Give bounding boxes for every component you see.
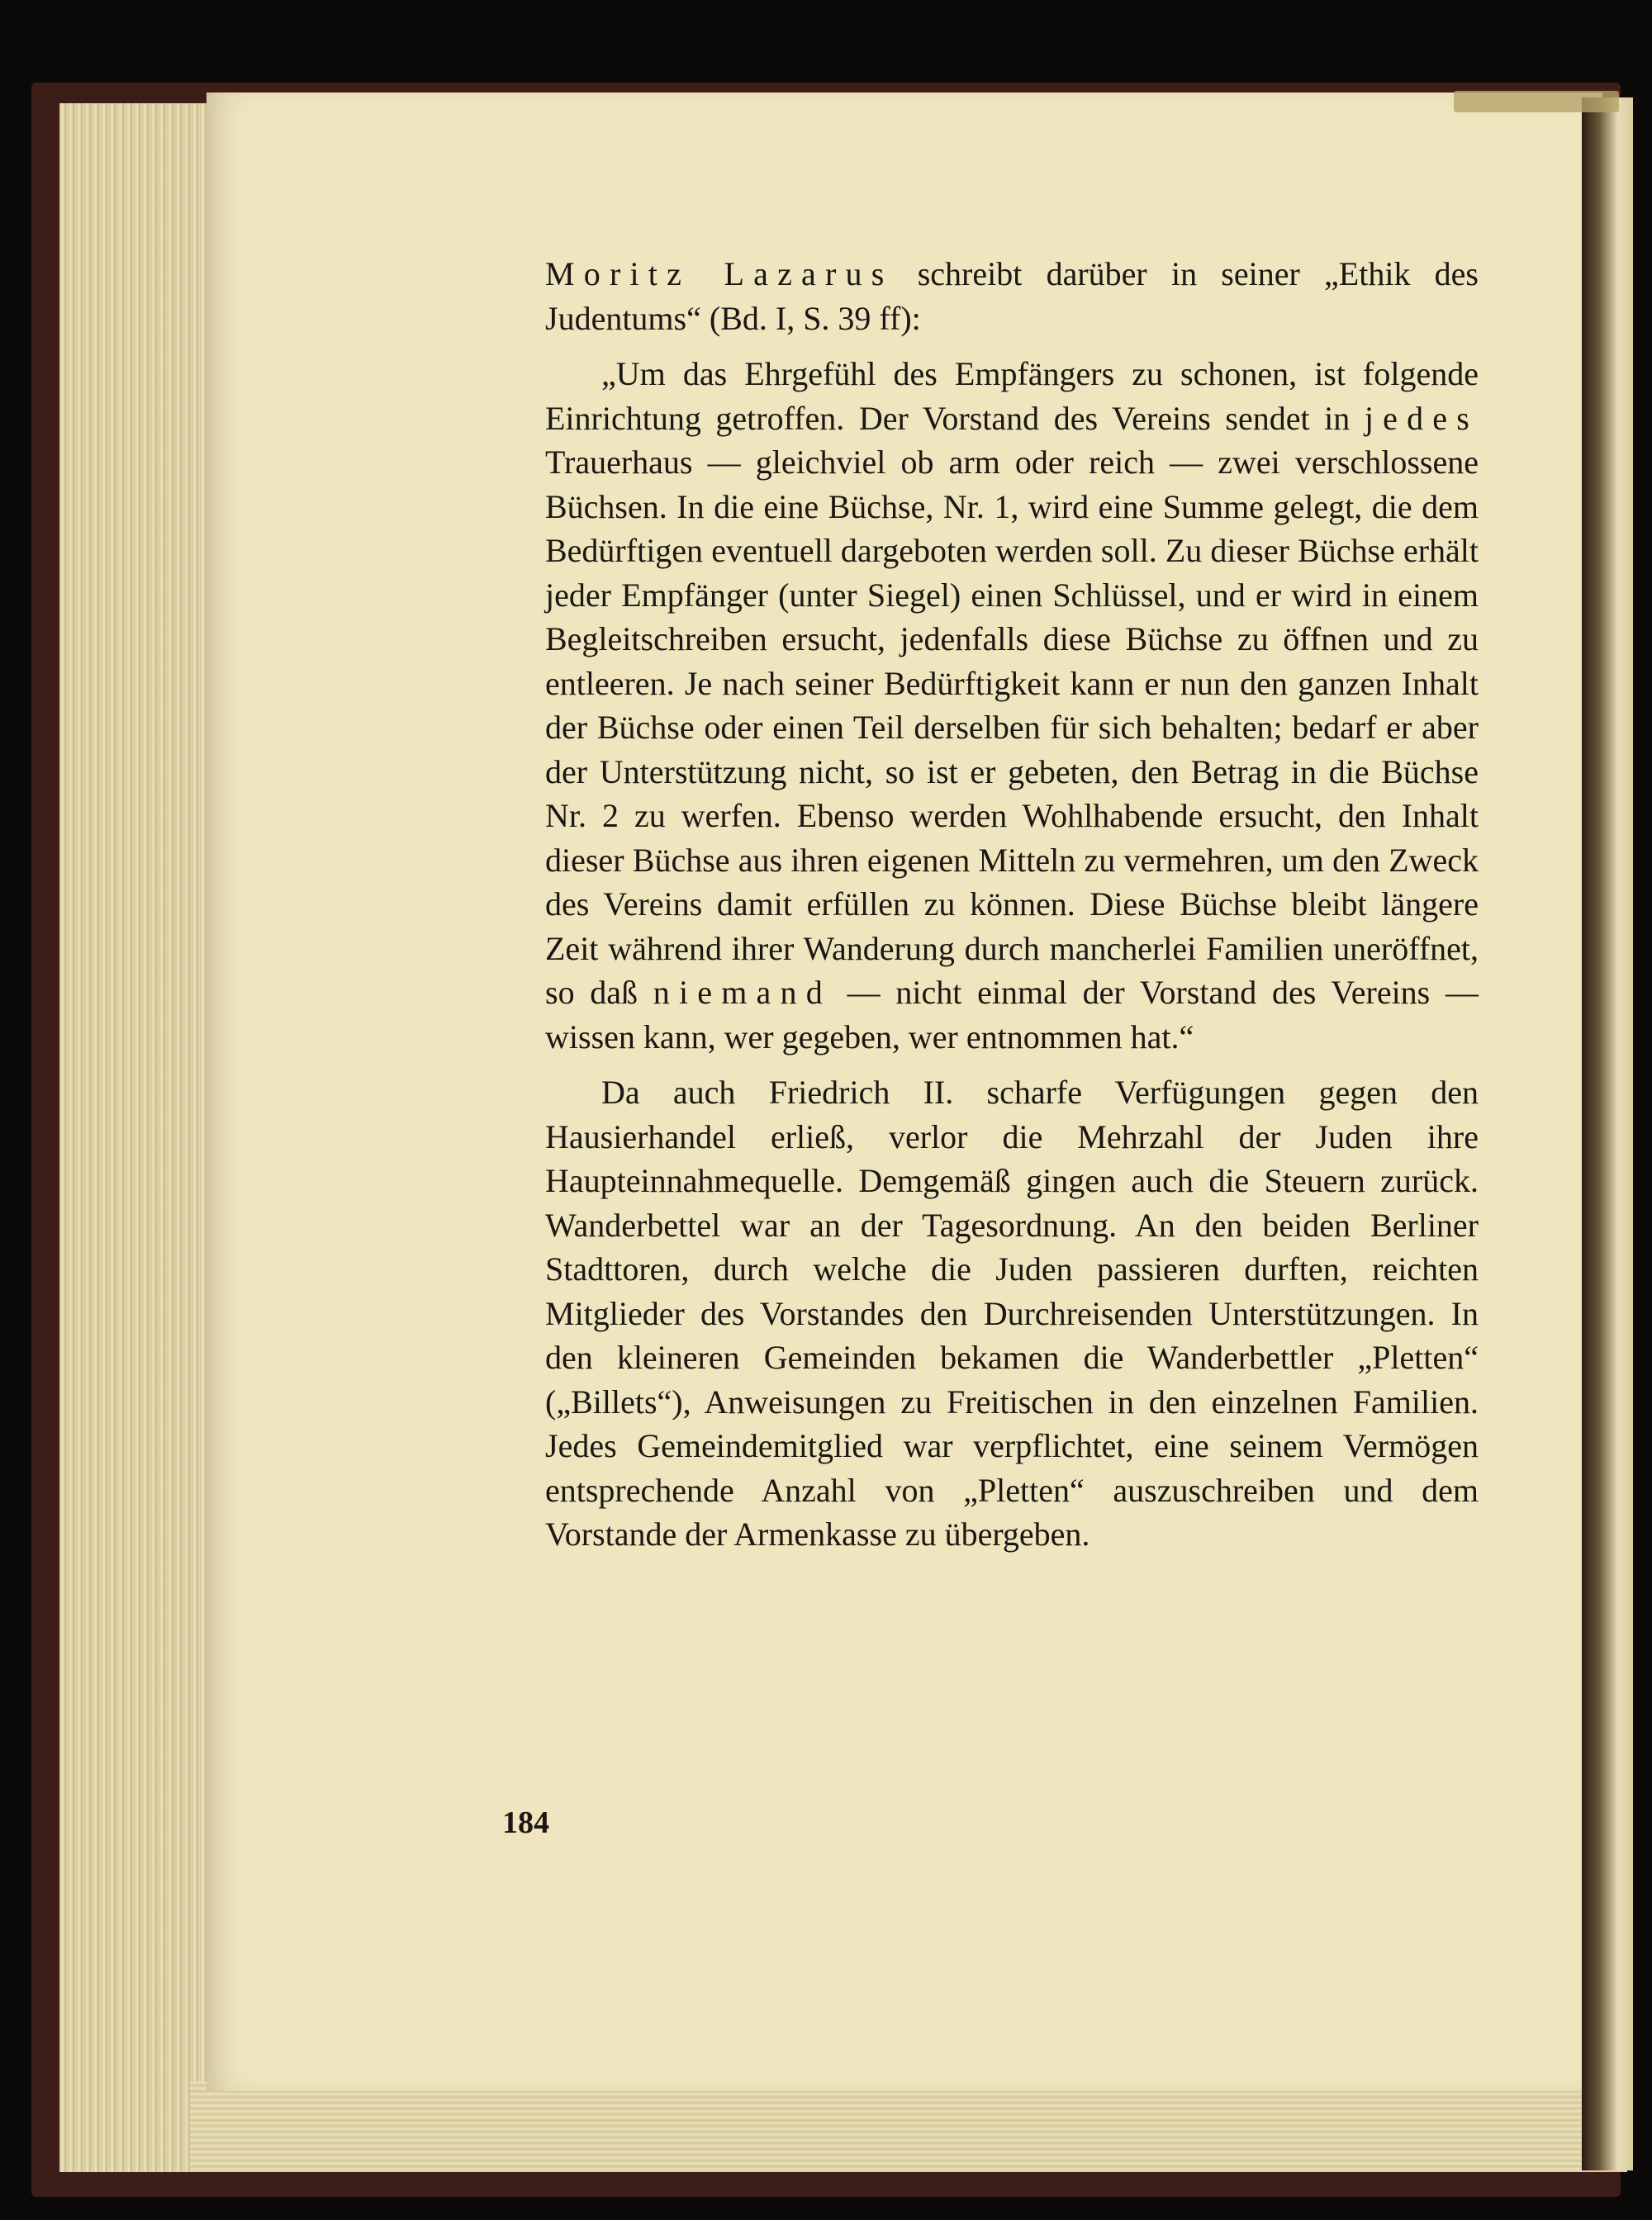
text-run: Da auch Friedrich II. scharfe Verfügungen gegen den Hausierhandel erließ, verlor die Mehrzahl der Juden ihre Haupteinnahmequelle. Demgemäß gingen auch die Steuern zurück. Wanderbettel war an der Tagesordnung. An den beiden Berliner Stadttoren, durch welche die Juden passieren durften, reichten Mitglieder des Vorstandes den Durchreisenden Unterstützungen. In den kleineren Gemeinden bekamen die Wanderbettler „Pletten“ („Billets“), Anweisungen zu Freitischen in den einzelnen Familien. Jedes Gemeindemitglied war verpflichtet, eine seinem Vermögen entsprechende Anzahl von „Pletten“ auszuschreiben und dem Vorstande der Armenkasse zu übergeben. [545,1074,1479,1553]
paragraph-lazarus-intro [545,252,1479,340]
text-run: „Um das Ehrgefühl des Empfängers zu schonen, ist folgende Einrichtung getroffen. Der Vorstand des Vereins sendet in [545,355,1479,437]
book-gutter [1582,97,1633,2170]
bookmark-ribbon [1454,91,1619,112]
emphasized-word: niemand [653,974,832,1011]
page-edges-bottom [190,2081,1627,2172]
page-number: 184 [502,1805,549,1840]
emphasized-word: jedes [1364,399,1479,437]
text-run: — nicht einmal der Vorstand des Vereins — wissen kann, wer gegeben, wer entnommen hat.“ [545,974,1479,1055]
paragraph-quotation [545,352,1479,1059]
page-edges-left [59,103,208,2172]
body-text [545,252,1479,1557]
author-name: Moritz Lazarus [545,255,894,292]
paragraph-friedrich [545,1070,1479,1557]
text-run: Trauerhaus — gleichviel ob arm oder reich — zwei verschlossene Büchsen. In die eine Büchse, Nr. 1, wird eine Summe gelegt, die dem Bedürftigen eventuell dargeboten werden soll. Zu dieser Büchse erhält jeder Empfänger (unter Siegel) einen Schlüssel, und er wird in einem Begleitschreiben ersucht, jedenfalls diese Büchse zu öffnen und zu entleeren. Je nach seiner Bedürftigkeit kann er nun den ganzen Inhalt der Büchse oder einen Teil derselben für sich behalten; bedarf er aber der Unterstützung nicht, so ist er gebeten, den Betrag in die Büchse Nr. 2 zu werfen. Ebenso werden Wohlhabende ersucht, den Inhalt dieser Büchse aus ihren eigenen Mitteln zu vermehren, um den Zweck des Vereins damit erfüllen zu können. Diese Büchse bleibt längere Zeit während ihrer Wanderung durch mancherlei Familien uneröffnet, so daß [545,444,1479,1011]
text-run: schreibt darüber in seiner „Ethik des Judentums“ (Bd. I, S. 39 ff): [545,255,1479,337]
